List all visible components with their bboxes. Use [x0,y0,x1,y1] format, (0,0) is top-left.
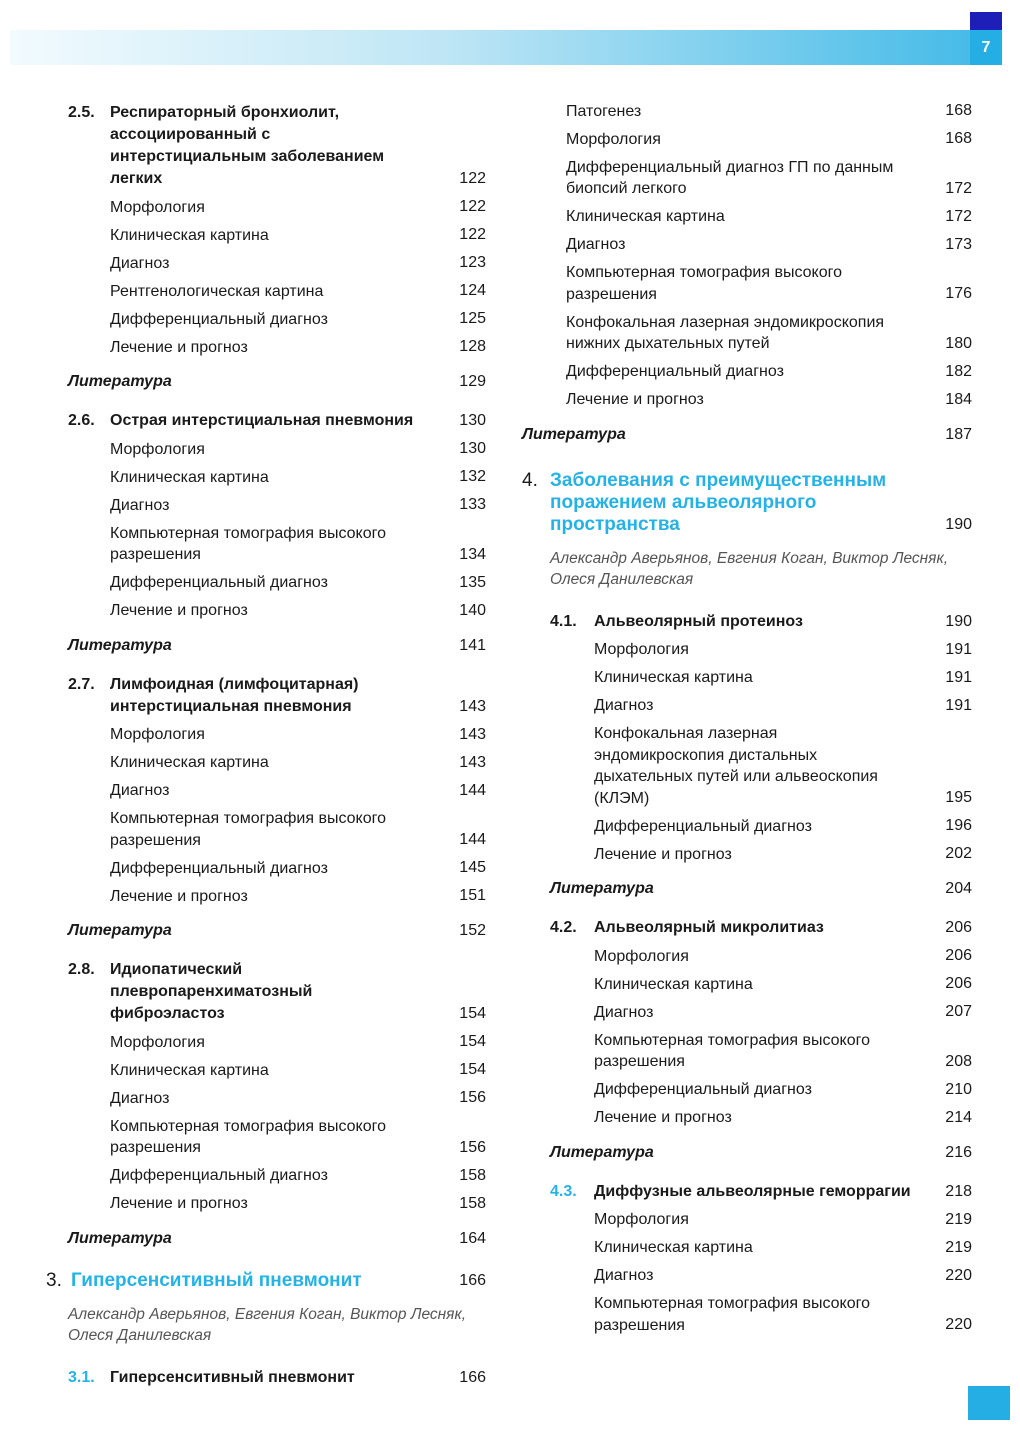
toc-subentry-label: Клиническая картина [110,1061,269,1079]
toc-literature[interactable]: Литература 152 [68,922,486,939]
toc-page-number: 191 [945,668,972,686]
toc-subentry[interactable] [68,495,486,517]
toc-list [68,724,486,907]
toc-section-2-7[interactable]: 2.7. Лимфоидная (лимфоцитарная) интерстициальная пневмония 143 [68,675,486,715]
toc-subentry-label: Клиническая картина [594,975,753,993]
toc-page-number: 134 [459,545,486,563]
toc-subentry[interactable] [68,1116,486,1159]
toc-subentry-label: Морфология [110,1033,205,1051]
toc-subentry[interactable] [550,1002,972,1024]
toc-subentry-label: Дифференциальный диагноз [110,859,328,877]
toc-subentry-label: Лечение и прогноз [110,1195,248,1212]
toc-subentry[interactable] [522,206,972,228]
toc-subentry-label: Рентгенологическая картина [110,282,324,300]
toc-page-number: 140 [459,601,486,619]
toc-page-number: 133 [459,496,486,513]
toc-subentry-label: Лечение и прогноз [110,338,248,356]
toc-page-number: 182 [945,362,972,380]
toc-page-number: 176 [945,285,972,302]
toc-literature[interactable]: Литература 164 [68,1229,486,1247]
toc-subentry-label: Лечение и прогноз [594,1109,732,1126]
toc-subentry-label: Лечение и прогноз [594,845,732,863]
toc-subentry[interactable] [68,197,486,219]
toc-subentry-label: Диагноз [566,236,626,253]
toc-page-number: 130 [459,440,486,457]
toc-page-number: 172 [945,179,972,197]
toc-subentry-label: Дифференциальный диагноз [594,1081,812,1098]
toc-page-number: 206 [945,975,972,992]
toc-page-number: 214 [945,1108,972,1126]
toc-page-number: 124 [459,282,486,299]
toc-page-number: 144 [459,831,486,848]
toc-subentry-label: Дифференциальный диагноз [110,574,328,591]
toc-page-number: 132 [459,468,486,485]
toc-subentry[interactable] [68,572,486,594]
toc-subentry-label: Дифференциальный диагноз [566,363,784,380]
toc-subentry-label: Клиническая картина [594,1239,753,1256]
toc-subentry-label: Клиническая картина [110,468,269,486]
toc-subentry-label: Конфокальная лазерная эндомикроскопия нижних дыхательных путей [566,313,885,352]
toc-literature[interactable]: Литература 204 [550,880,972,897]
toc-list [68,197,486,359]
toc-subentry[interactable] [550,844,972,866]
toc-subentry[interactable] [68,780,486,802]
corner-mark-top [970,12,1002,30]
toc-section-2-6[interactable]: 2.6. Острая интерстициальная пневмония 130 [68,412,486,429]
toc-column-right [522,100,972,1336]
toc-subentry-label: Диагноз [110,1089,170,1107]
toc-page-number: 158 [459,1166,486,1184]
toc-subentry[interactable] [550,639,972,661]
running-head: Содержание [807,68,900,85]
toc-section-2-8[interactable]: 2.8. Идиопатический плевропаренхиматозный фиброэластоз 154 [68,961,486,1022]
toc-subentry[interactable] [68,439,486,461]
toc-subentry[interactable] [522,234,972,256]
toc-list [550,639,972,865]
toc-subentry-label: Морфология [110,440,205,458]
toc-page-number: 196 [945,817,972,834]
toc-subentry[interactable] [68,281,486,303]
toc-subentry-label: Лечение и прогноз [566,391,704,408]
toc-subentry-label: Морфология [110,198,205,216]
toc-page-number: 184 [945,390,972,408]
toc-subentry[interactable] [68,337,486,359]
toc-page-number: 151 [459,887,486,904]
toc-subentry[interactable] [522,157,972,200]
toc-subentry[interactable] [68,1165,486,1187]
toc-subentry[interactable] [522,389,972,411]
toc-subentry[interactable] [68,467,486,489]
toc-subentry-label: Лечение и прогноз [110,602,248,619]
toc-subentry-label: Диагноз [110,254,170,272]
toc-subentry[interactable] [68,724,486,746]
toc-page-number: 168 [945,130,972,147]
toc-subentry-label: Морфология [566,130,661,148]
toc-subentry[interactable] [550,946,972,968]
toc-subentry-label: Клиническая картина [110,226,269,244]
toc-page-number: 202 [945,845,972,862]
toc-subentry[interactable] [550,1030,972,1073]
toc-page-number: 123 [459,254,486,271]
toc-subentry[interactable] [550,1209,972,1231]
toc-subentry[interactable] [68,523,486,566]
header-bar [10,30,970,85]
toc-subentry-label: Диагноз [594,697,654,714]
toc-subentry-label: Морфология [110,726,205,743]
toc-subentry[interactable] [68,600,486,622]
toc-chapter-3[interactable]: 3. Гиперсенситивный пневмонит 166 [46,1269,486,1291]
toc-subentry[interactable] [550,1265,972,1287]
toc-subentry-label: Лечение и прогноз [110,887,248,905]
toc-section-4-1[interactable]: 4.1. Альвеолярный протеиноз 190 [550,612,972,630]
toc-page-number: 143 [459,725,486,743]
toc-page-number: 172 [945,207,972,225]
toc-page-number: 145 [459,859,486,876]
toc-subentry[interactable] [550,1293,972,1336]
toc-literature[interactable]: Литература 129 [68,373,486,390]
toc-subentry-label: Компьютерная томография высокого разрешения [566,264,842,303]
toc-subentry[interactable] [550,723,972,809]
toc-section-4-2[interactable]: 4.2. Альвеолярный микролитиаз 206 [550,919,972,936]
toc-subentry[interactable] [522,361,972,383]
toc-subentry-label: Дифференциальный диагноз [110,1167,328,1184]
toc-page-number: 220 [945,1316,972,1333]
toc-subentry-label: Диагноз [594,1267,654,1284]
toc-section-4-3[interactable]: 4.3. Диффузные альвеолярные геморрагии 218 [550,1182,972,1200]
toc-subentry[interactable] [68,253,486,275]
toc-literature[interactable]: Литература 141 [68,636,486,654]
toc-page-number: 219 [945,1210,972,1228]
toc-page-number: 207 [945,1003,972,1020]
toc-page-number: 158 [459,1194,486,1212]
toc-subentry[interactable] [550,695,972,717]
page-number: 7 [970,30,1002,65]
toc-page-number: 180 [945,334,972,352]
toc-subentry-label: Конфокальная лазерная эндомикроскопия дистальных дыхательных путей или альвеоскопия (КЛЭМ) [594,725,878,807]
toc-page-number: 154 [459,1061,486,1078]
toc-subentry-label: Диагноз [110,782,170,799]
toc-page-number: 156 [459,1138,486,1156]
toc-page-number: 156 [459,1089,486,1106]
toc-subentry-label: Компьютерная томография высокого разрешения [110,810,386,849]
toc-section-3-1[interactable]: 3.1. Гиперсенситивный пневмонит 166 [68,1368,486,1386]
corner-mark-bottom [968,1386,1010,1420]
toc-subentry-label: Компьютерная томография высокого разрешения [110,1117,386,1156]
toc-page-number: 135 [459,573,486,591]
toc-subentry[interactable] [550,1237,972,1259]
toc-list [522,101,972,411]
toc-subentry-label: Дифференциальный диагноз [110,310,328,328]
toc-list [550,1209,972,1336]
toc-page-number: 128 [459,338,486,355]
toc-page-number: 219 [945,1238,972,1256]
toc-subentry[interactable] [550,816,972,838]
toc-subentry-label: Диагноз [110,496,170,514]
toc-subentry[interactable] [68,858,486,880]
chapter-authors: Александр Аверьянов, Евгения Коган, Виктор Лесняк, Олеся Данилевская [550,549,949,588]
toc-subentry[interactable] [68,886,486,908]
toc-subentry-label: Диагноз [594,1003,654,1021]
toc-subentry-label: Морфология [594,641,689,658]
toc-subentry[interactable] [550,1107,972,1129]
toc-subentry-label: Клиническая картина [594,669,753,686]
toc-page-number: 143 [459,753,486,771]
toc-subentry[interactable] [68,808,486,851]
toc-page-number: 144 [459,781,486,799]
toc-list [68,439,486,622]
toc-subentry-label: Компьютерная томография высокого разрешения [110,524,386,563]
toc-literature[interactable]: Литература 216 [550,1143,972,1161]
toc-subentry[interactable] [68,309,486,331]
toc-section-2-5[interactable]: 2.5. Респираторный бронхиолит, ассоциированный с интерстициальным заболеванием легких 122 [68,104,486,187]
toc-page-number: 125 [459,310,486,327]
toc-subentry-label: Компьютерная томография высокого разрешения [594,1295,870,1334]
toc-subentry[interactable] [68,1193,486,1215]
toc-subentry[interactable] [68,1088,486,1110]
toc-subentry-label: Морфология [594,947,689,965]
toc-subentry[interactable] [68,225,486,247]
toc-subentry[interactable] [522,312,972,355]
toc-subentry-label: Морфология [594,1211,689,1228]
toc-subentry[interactable] [550,667,972,689]
toc-subentry[interactable] [522,129,972,151]
toc-subentry[interactable] [522,262,972,305]
toc-subentry-label: Дифференциальный диагноз ГП по данным биопсий легкого [566,158,894,197]
toc-subentry[interactable] [68,1060,486,1082]
toc-column-left [46,100,486,1389]
toc-subentry[interactable] [550,1079,972,1101]
toc-subentry-label: Клиническая картина [110,754,269,771]
toc-subentry[interactable] [550,974,972,996]
toc-chapter-4[interactable]: 4. Заболевания с преимущественным поражением альвеолярного пространства 190 [522,469,972,535]
toc-page-number: 173 [945,235,972,253]
toc-list [550,946,972,1129]
toc-subentry[interactable] [68,752,486,774]
toc-subentry-label: Дифференциальный диагноз [594,817,812,835]
toc-subentry-label: Патогенез [566,102,642,120]
chapter-authors: Александр Аверьянов, Евгения Коган, Виктор Лесняк, Олеся Данилевская [68,1305,467,1344]
toc-page-number: 208 [945,1052,972,1070]
toc-page-number: 122 [459,198,486,215]
toc-page-number: 220 [945,1266,972,1284]
toc-subentry-label: Клиническая картина [566,208,725,225]
toc-subentry-label: Компьютерная томография высокого разрешения [594,1031,870,1070]
toc-subentry[interactable] [68,1032,486,1054]
toc-page-number: 206 [945,947,972,964]
toc-subentry[interactable] [522,101,972,123]
toc-page-number: 191 [945,696,972,714]
toc-page-number: 122 [459,226,486,243]
toc-page-number: 168 [945,102,972,119]
toc-list [68,1032,486,1215]
toc-page-number: 195 [945,789,972,806]
toc-page-number: 191 [945,640,972,658]
toc-page-number: 210 [945,1080,972,1098]
toc-page-number: 154 [459,1033,486,1050]
toc-literature[interactable]: Литература 187 [522,425,972,443]
